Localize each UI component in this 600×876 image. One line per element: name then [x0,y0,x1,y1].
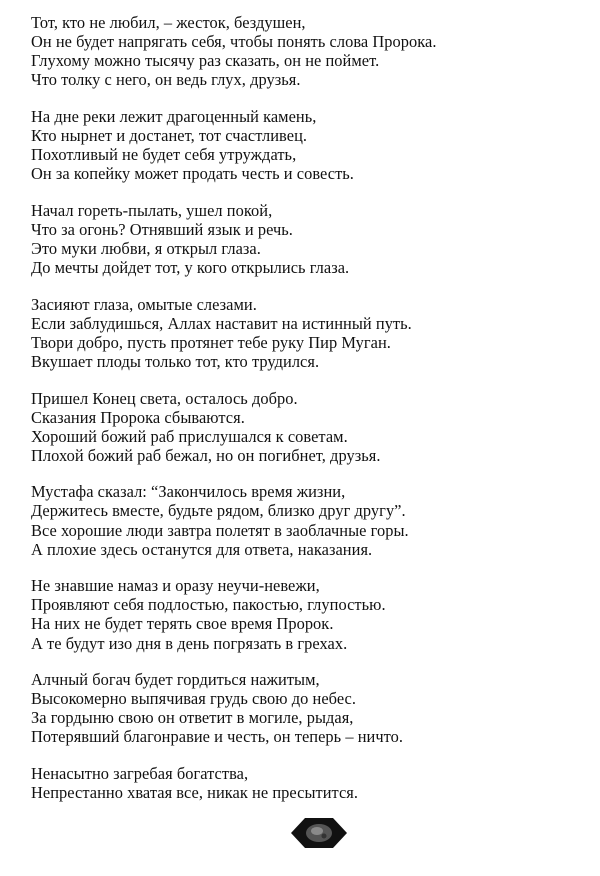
verse-line: Похотливый не будет себя утруждать, [31,145,297,165]
verse-line: Вкушает плоды только тот, кто трудился. [31,351,320,371]
verse-line: Держитесь вместе, будьте рядом, близко друг другу”. [31,501,406,521]
verse-line: На дне реки лежит драгоценный камень, [31,106,317,126]
stanza-8 [31,670,571,746]
verse-line: До мечты дойдет тот, у кого открылись глаза. [31,258,350,278]
stanza-2 [31,107,571,183]
verse-line: Непрестанно хватая все, никак не пресытится. [31,783,359,803]
verse-line: Тот, кто не любил, – жесток, бездушен, [31,13,306,32]
stanza-7 [31,576,571,652]
verse-line: Потерявший благонравие и честь, он теперь – ничто. [31,727,404,747]
poem-text [31,13,571,820]
stanza-4 [31,295,571,371]
verse-line: Проявляют себя подлостью, пакостью, глупостью. [31,595,386,615]
verse-line: Кто нырнет и достанет, тот счастливец. [31,125,308,145]
verse-line: А те будут изо дня в день погрязать в грехах. [31,633,348,653]
verse-line: Высокомерно выпячивая грудь свою до небес. [31,689,357,709]
verse-line: Глухому можно тысячу раз сказать, он не поймет. [31,51,380,71]
verse-line: А плохие здесь останутся для ответа, наказания. [31,539,373,559]
ornament-shape [289,816,349,850]
stanza-3 [31,201,571,277]
verse-line: Ненасытно загребая богатства, [31,764,249,783]
verse-line: Что за огонь? Отнявший язык и речь. [31,219,293,239]
verse-line: Твори добро, пусть протянет тебе руку Пир Муган. [31,332,391,352]
stanza-1 [31,13,571,89]
verse-line: Начал гореть-пылать, ушел покой, [31,200,273,220]
stanza-9 [31,764,571,802]
verse-line: На них не будет терять свое время Пророк. [31,614,334,634]
verse-line: Алчный богач будет гордиться нажитым, [31,670,320,690]
verse-line: Мустафа сказал: “Закончилось время жизни, [31,482,346,502]
verse-line: Хороший божий раб прислушался к советам. [31,426,348,446]
stanza-5 [31,389,571,465]
verse-line: Он не будет напрягать себя, чтобы понять слова Пророка. [31,32,437,52]
verse-line: Сказания Пророка сбываются. [31,407,245,427]
verse-line: Плохой божий раб бежал, но он погибнет, друзья. [31,445,381,465]
verse-line: Засияют глаза, омытые слезами. [31,294,257,314]
stanza-6 [31,482,571,558]
verse-line: Это муки любви, я открыл глаза. [31,238,261,258]
verse-line: Не знавшие намаз и оразу неучи-невежи, [31,576,320,596]
page-number-ornament-icon [289,816,349,850]
verse-line: Все хорошие люди завтра полетят в заоблачные горы. [31,520,409,540]
verse-line: Если заблудишься, Аллах наставит на истинный путь. [31,313,412,333]
verse-line: Пришел Конец света, осталось добро. [31,388,298,408]
verse-line: Он за копейку может продать честь и совесть. [31,164,354,184]
verse-line: За гордыню свою он ответит в могиле, рыдая, [31,708,354,728]
verse-line: Что толку с него, он ведь глух, друзья. [31,70,301,90]
